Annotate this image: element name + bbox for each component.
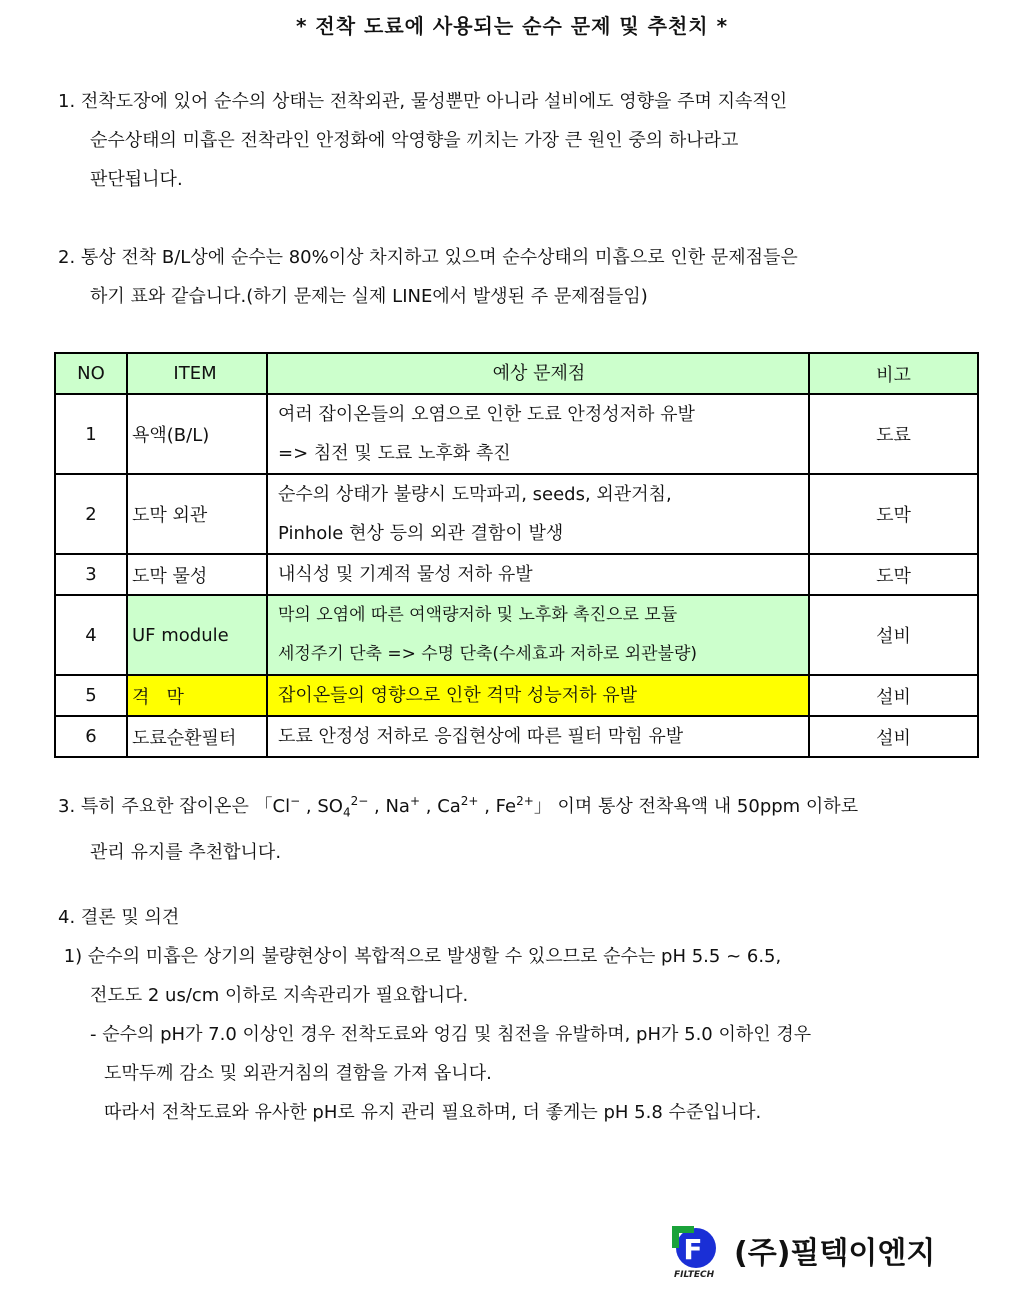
section-4-line: 도막두께 감소 및 외관거침의 결함을 가져 옵니다.	[104, 1063, 492, 1084]
problem-line: Pinhole 현상 등의 외관 결함이 발생	[278, 523, 564, 544]
problem-line: 세정주기 단축 => 수명 단축(수세효과 저하로 외관불량)	[278, 644, 698, 664]
row-no: 5	[55, 675, 127, 716]
row-problem	[267, 554, 809, 595]
section-4-heading: 4. 결론 및 의견	[58, 907, 180, 928]
section-1-line: 순수상태의 미흡은 전착라인 안정화에 악영향을 끼치는 가장 큰 원인 중의 하나라고	[90, 130, 739, 151]
section-2-line: 하기 표와 같습니다.(하기 문제는 실제 LINE에서 발생된 주 문제점들임)	[90, 286, 648, 307]
table-row	[55, 595, 978, 675]
row-problem	[267, 716, 809, 757]
row-item: 욕액(B/L)	[127, 394, 267, 474]
so4-charge: 2−	[350, 794, 369, 808]
company-name: (주)필텍이엔지	[734, 1236, 936, 1271]
section-2	[58, 238, 988, 316]
fe-charge: 2+	[516, 794, 534, 808]
section-3	[58, 782, 988, 872]
ion-prefix: 3. 특히 주요한 잡이온은 「Cl	[58, 796, 291, 817]
row-item: UF module	[127, 595, 267, 675]
section-3-line: 관리 유지를 추천합니다.	[90, 841, 282, 863]
header-item: ITEM	[127, 353, 267, 394]
section-4-line: 1) 순수의 미흡은 상기의 불량현상이 복합적으로 발생할 수 있으므로 순수는 pH 5.5 ~ 6.5,	[58, 946, 782, 967]
table-row	[55, 716, 978, 757]
section-1-line: 1. 전착도장에 있어 순수의 상태는 전착외관, 물성뿐만 아니라 설비에도 영향을 주며 지속적인	[58, 91, 788, 112]
section-1-line: 판단됩니다.	[90, 169, 183, 190]
problem-line: 내식성 및 기계적 물성 저하 유발	[278, 564, 533, 585]
problem-table	[54, 352, 979, 758]
problem-line: => 침전 및 도료 노후화 촉진	[278, 443, 511, 464]
section-3-line	[58, 782, 988, 833]
row-note: 도료	[809, 394, 978, 474]
table-row	[55, 675, 978, 716]
table-row	[55, 394, 978, 474]
fe-ion: , Fe	[478, 796, 517, 817]
table-row	[55, 554, 978, 595]
header-no: NO	[55, 353, 127, 394]
ca-ion: , Ca	[420, 796, 461, 817]
row-problem	[267, 394, 809, 474]
cl-charge: −	[290, 794, 301, 808]
document-title: * 전착 도료에 사용되는 순수 문제 및 추천치 *	[295, 14, 729, 38]
problem-line: 잡이온들의 영향으로 인한 격막 성능저하 유발	[278, 685, 637, 706]
na-ion: , Na	[368, 796, 410, 817]
row-no: 2	[55, 474, 127, 554]
row-no: 4	[55, 595, 127, 675]
logo-subtitle: FILTECH	[674, 1270, 715, 1280]
section-4-line: - 순수의 pH가 7.0 이상인 경우 전착도료와 엉김 및 침전을 유발하며, pH가 5.0 이하인 경우	[90, 1024, 812, 1045]
row-problem	[267, 595, 809, 675]
ca-charge: 2+	[460, 794, 479, 808]
section-4	[58, 898, 988, 1132]
filtech-logo-icon	[672, 1226, 716, 1274]
section-4-line: 전도도 2 us/cm 이하로 지속관리가 필요합니다.	[90, 985, 469, 1006]
row-note: 설비	[809, 595, 978, 675]
header-note: 비고	[809, 353, 978, 394]
row-item: 도료순환필터	[127, 716, 267, 757]
row-problem	[267, 675, 809, 716]
row-no: 6	[55, 716, 127, 757]
so4-subscript: 4	[342, 805, 351, 820]
so4-ion: , SO	[300, 796, 343, 817]
problem-line: 막의 오염에 따른 여액량저하 및 노후화 촉진으로 모듈	[278, 605, 678, 625]
row-item: 격 막	[127, 675, 267, 716]
section-1	[58, 82, 988, 199]
section-4-line: 따라서 전착도료와 유사한 pH로 유지 관리 필요하며, 더 좋게는 pH 5.8 수준입니다.	[104, 1102, 762, 1123]
header-problem: 예상 문제점	[267, 353, 809, 394]
row-note: 설비	[809, 716, 978, 757]
ion-suffix: 」 이며 통상 전착욕액 내 50ppm 이하로	[533, 796, 859, 817]
row-no: 1	[55, 394, 127, 474]
na-charge: +	[409, 794, 421, 808]
row-note: 설비	[809, 675, 978, 716]
problem-line: 순수의 상태가 불량시 도막파괴, seeds, 외관거침,	[278, 484, 672, 505]
problem-line: 여러 잡이온들의 오염으로 인한 도료 안정성저하 유발	[278, 404, 695, 425]
logo-letter: F	[683, 1233, 703, 1266]
row-item: 도막 외관	[127, 474, 267, 554]
row-no: 3	[55, 554, 127, 595]
table-header-row	[55, 353, 978, 394]
company-logo	[672, 1226, 952, 1286]
row-note: 도막	[809, 554, 978, 595]
row-note: 도막	[809, 474, 978, 554]
row-item: 도막 물성	[127, 554, 267, 595]
row-problem	[267, 474, 809, 554]
table-row	[55, 474, 978, 554]
section-2-line: 2. 통상 전착 B/L상에 순수는 80%이상 차지하고 있으며 순수상태의 미흡으로 인한 문제점들은	[58, 247, 798, 268]
problem-line: 도료 안정성 저하로 응집현상에 따른 필터 막힘 유발	[278, 726, 684, 747]
